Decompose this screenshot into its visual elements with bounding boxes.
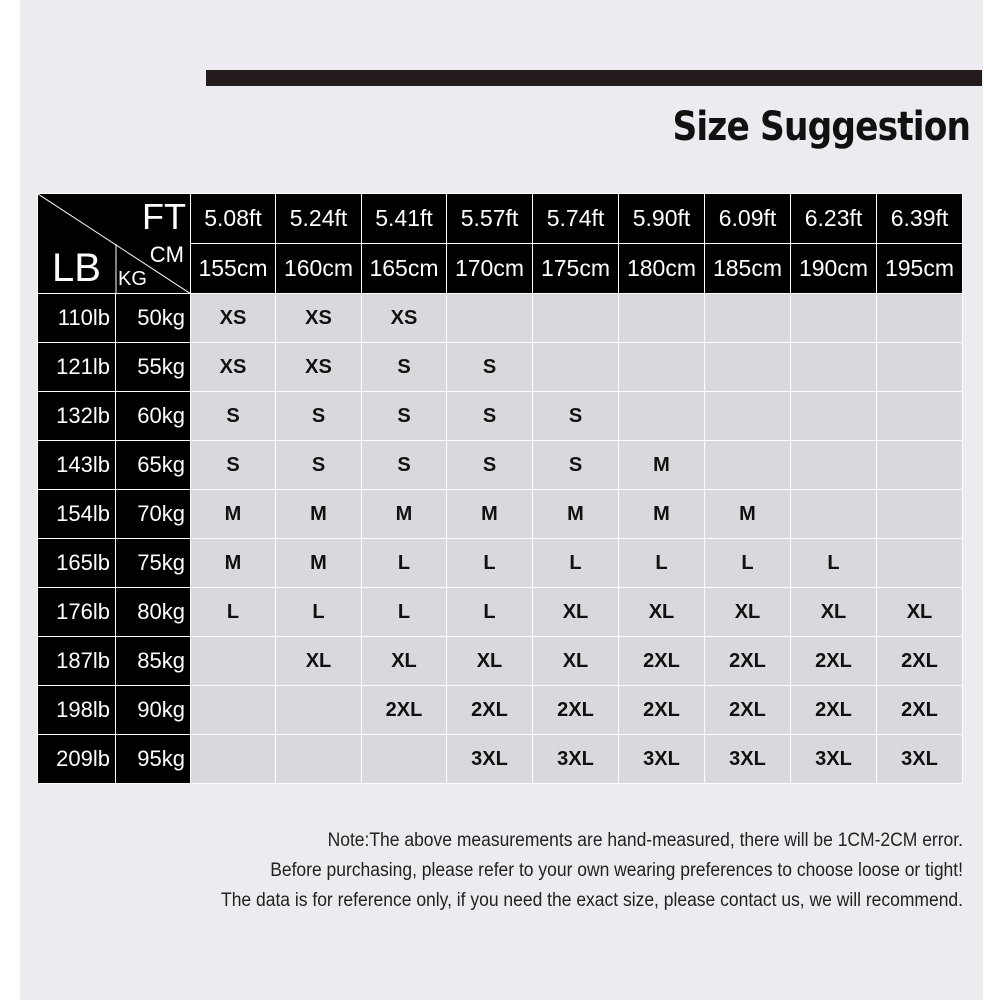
size-cell: XL bbox=[276, 637, 362, 686]
table-row bbox=[38, 686, 963, 735]
size-cell: L bbox=[705, 539, 791, 588]
height-ft-header: 6.23ft bbox=[791, 194, 877, 244]
height-ft-header: 5.24ft bbox=[276, 194, 362, 244]
size-cell: 2XL bbox=[877, 637, 963, 686]
size-cell: 3XL bbox=[791, 735, 877, 784]
weight-kg-cell: 50kg bbox=[116, 294, 191, 343]
size-cell bbox=[791, 441, 877, 490]
size-cell: M bbox=[191, 490, 276, 539]
weight-kg-cell: 65kg bbox=[116, 441, 191, 490]
size-cell: S bbox=[447, 441, 533, 490]
kg-axis-label: KG bbox=[118, 268, 147, 290]
size-chart-table bbox=[37, 193, 963, 784]
size-cell: 2XL bbox=[705, 686, 791, 735]
size-cell: XL bbox=[447, 637, 533, 686]
size-cell: 2XL bbox=[877, 686, 963, 735]
size-cell bbox=[877, 392, 963, 441]
note-block bbox=[135, 826, 963, 916]
size-cell: M bbox=[191, 539, 276, 588]
size-cell: S bbox=[362, 441, 447, 490]
size-cell: M bbox=[619, 490, 705, 539]
size-cell: S bbox=[276, 441, 362, 490]
height-cm-header: 175cm bbox=[533, 244, 619, 294]
size-cell: L bbox=[533, 539, 619, 588]
height-cm-header: 190cm bbox=[791, 244, 877, 294]
table-row bbox=[38, 539, 963, 588]
size-cell: M bbox=[276, 539, 362, 588]
size-cell bbox=[619, 343, 705, 392]
weight-lb-cell: 121lb bbox=[38, 343, 116, 392]
weight-kg-cell: 75kg bbox=[116, 539, 191, 588]
size-cell bbox=[533, 343, 619, 392]
size-cell bbox=[877, 490, 963, 539]
size-cell: L bbox=[619, 539, 705, 588]
height-ft-header: 6.39ft bbox=[877, 194, 963, 244]
size-cell: XS bbox=[362, 294, 447, 343]
weight-lb-cell: 209lb bbox=[38, 735, 116, 784]
size-cell: L bbox=[362, 588, 447, 637]
size-cell: XL bbox=[705, 588, 791, 637]
table-row bbox=[38, 441, 963, 490]
size-cell bbox=[191, 637, 276, 686]
page-title: Size Suggestion bbox=[672, 104, 970, 150]
lb-axis-label: LB bbox=[52, 246, 101, 290]
size-cell: S bbox=[447, 343, 533, 392]
height-cm-header: 160cm bbox=[276, 244, 362, 294]
size-cell bbox=[705, 392, 791, 441]
size-cell bbox=[791, 343, 877, 392]
size-cell: XL bbox=[362, 637, 447, 686]
weight-lb-cell: 154lb bbox=[38, 490, 116, 539]
size-cell: XS bbox=[191, 343, 276, 392]
size-cell: 3XL bbox=[533, 735, 619, 784]
size-cell bbox=[191, 735, 276, 784]
height-ft-header: 5.41ft bbox=[362, 194, 447, 244]
size-cell: 3XL bbox=[619, 735, 705, 784]
size-cell: M bbox=[533, 490, 619, 539]
height-ft-header: 6.09ft bbox=[705, 194, 791, 244]
weight-kg-cell: 85kg bbox=[116, 637, 191, 686]
size-cell: 2XL bbox=[362, 686, 447, 735]
size-cell bbox=[791, 490, 877, 539]
size-cell bbox=[362, 735, 447, 784]
weight-lb-cell: 187lb bbox=[38, 637, 116, 686]
size-cell bbox=[877, 539, 963, 588]
table-row bbox=[38, 490, 963, 539]
weight-lb-cell: 132lb bbox=[38, 392, 116, 441]
size-cell bbox=[877, 441, 963, 490]
weight-kg-cell: 55kg bbox=[116, 343, 191, 392]
size-cell bbox=[705, 441, 791, 490]
size-cell: XL bbox=[791, 588, 877, 637]
size-cell bbox=[447, 294, 533, 343]
size-cell: XS bbox=[276, 294, 362, 343]
decorative-bar bbox=[206, 70, 982, 86]
size-cell: S bbox=[447, 392, 533, 441]
size-cell: L bbox=[447, 539, 533, 588]
size-cell bbox=[276, 735, 362, 784]
ft-axis-label: FT bbox=[142, 196, 186, 237]
size-cell: S bbox=[362, 343, 447, 392]
size-cell: S bbox=[191, 392, 276, 441]
height-ft-header: 5.57ft bbox=[447, 194, 533, 244]
size-cell bbox=[791, 392, 877, 441]
size-cell: 2XL bbox=[619, 637, 705, 686]
weight-kg-cell: 95kg bbox=[116, 735, 191, 784]
table-row bbox=[38, 392, 963, 441]
size-cell: L bbox=[276, 588, 362, 637]
size-cell bbox=[619, 294, 705, 343]
size-cell: L bbox=[791, 539, 877, 588]
size-cell: S bbox=[533, 441, 619, 490]
size-cell: XL bbox=[533, 588, 619, 637]
size-cell: XS bbox=[191, 294, 276, 343]
size-cell: M bbox=[705, 490, 791, 539]
size-cell bbox=[705, 343, 791, 392]
size-cell: 2XL bbox=[533, 686, 619, 735]
size-cell: S bbox=[191, 441, 276, 490]
table-row bbox=[38, 637, 963, 686]
size-cell bbox=[276, 686, 362, 735]
note-line: The data is for reference only, if you need the exact size, please contact us, we will recommend. bbox=[221, 890, 963, 911]
size-cell bbox=[877, 343, 963, 392]
table-row bbox=[38, 588, 963, 637]
cm-axis-label: CM bbox=[149, 242, 184, 267]
table-row bbox=[38, 294, 963, 343]
size-cell bbox=[619, 392, 705, 441]
size-cell bbox=[533, 294, 619, 343]
weight-lb-cell: 110lb bbox=[38, 294, 116, 343]
weight-lb-cell: 176lb bbox=[38, 588, 116, 637]
height-ft-header: 5.74ft bbox=[533, 194, 619, 244]
size-cell: 3XL bbox=[447, 735, 533, 784]
height-cm-header: 165cm bbox=[362, 244, 447, 294]
size-cell: M bbox=[362, 490, 447, 539]
size-cell: M bbox=[619, 441, 705, 490]
height-cm-header: 170cm bbox=[447, 244, 533, 294]
height-cm-header: 155cm bbox=[191, 244, 276, 294]
weight-lb-cell: 165lb bbox=[38, 539, 116, 588]
size-cell: 3XL bbox=[877, 735, 963, 784]
size-cell: L bbox=[191, 588, 276, 637]
weight-kg-cell: 70kg bbox=[116, 490, 191, 539]
note-line: Note:The above measurements are hand-measured, there will be 1CM-2CM error. bbox=[327, 830, 963, 851]
size-cell: 2XL bbox=[791, 686, 877, 735]
size-cell: 2XL bbox=[705, 637, 791, 686]
size-cell: 3XL bbox=[705, 735, 791, 784]
size-cell: L bbox=[362, 539, 447, 588]
weight-kg-cell: 80kg bbox=[116, 588, 191, 637]
weight-kg-cell: 90kg bbox=[116, 686, 191, 735]
size-cell: S bbox=[533, 392, 619, 441]
height-cm-header: 180cm bbox=[619, 244, 705, 294]
note-line: Before purchasing, please refer to your own wearing preferences to choose loose or tight! bbox=[270, 860, 963, 881]
size-cell: XS bbox=[276, 343, 362, 392]
weight-lb-cell: 143lb bbox=[38, 441, 116, 490]
size-cell: XL bbox=[619, 588, 705, 637]
size-cell: 2XL bbox=[619, 686, 705, 735]
height-cm-header: 185cm bbox=[705, 244, 791, 294]
size-cell bbox=[705, 294, 791, 343]
size-cell bbox=[791, 294, 877, 343]
height-ft-header: 5.08ft bbox=[191, 194, 276, 244]
size-cell: 2XL bbox=[791, 637, 877, 686]
size-cell: 2XL bbox=[447, 686, 533, 735]
table-row bbox=[38, 735, 963, 784]
weight-lb-cell: 198lb bbox=[38, 686, 116, 735]
size-cell bbox=[877, 294, 963, 343]
size-cell: S bbox=[362, 392, 447, 441]
size-cell: S bbox=[276, 392, 362, 441]
table-row bbox=[38, 343, 963, 392]
size-cell: M bbox=[276, 490, 362, 539]
size-cell: XL bbox=[877, 588, 963, 637]
table-corner-header bbox=[38, 194, 191, 294]
height-ft-header: 5.90ft bbox=[619, 194, 705, 244]
height-cm-header: 195cm bbox=[877, 244, 963, 294]
size-cell: M bbox=[447, 490, 533, 539]
size-cell: XL bbox=[533, 637, 619, 686]
size-cell bbox=[191, 686, 276, 735]
weight-kg-cell: 60kg bbox=[116, 392, 191, 441]
size-cell: L bbox=[447, 588, 533, 637]
